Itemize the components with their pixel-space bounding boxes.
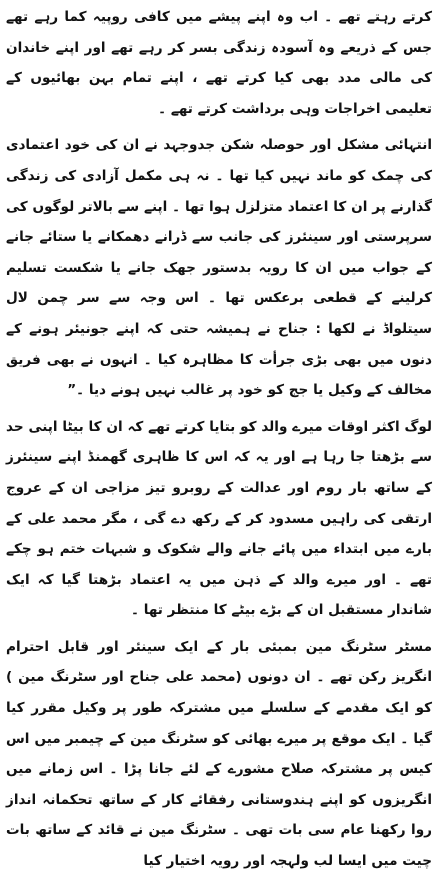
paragraph-3: لوگ اکثر اوقات میرے والد کو بتایا کرتے تھے کہ ان کا بیٹا اپنی حد سے بڑھتا جا رہا ہے اور یہ کہ اس کا ظاہری گھمنڈ اپنے سینئرز کے ساتھ بار روم اور عدالت کے روبرو تیز مزاجی ان کے عروج ارتقی کی راہیں مسدود کر کے رکھ دے گی ، مگر محمد علی کے بارے میں ابتداء میں پائے جانے والے شکوک و شبہات ختم ہو چکے تھے ۔ اور میرے والد کے ذہن میں یہ اعتماد بڑھتا گیا کہ ایک شاندار مستقبل ان کے بڑے بیٹے کا منتظر تھا ۔ bbox=[6, 418, 432, 619]
paragraph-4: مسٹر سٹرنگ مین بمبئی بار کے ایک سینئر اور قابل احترام انگریز رکن تھے ۔ ان دونوں (محمد علی جناح اور سٹرنگ مین ) کو ایک مقدمے کے سلسلے میں مشترکہ طور پر وکیل مقرر کیا گیا ۔ ایک موقع پر میرے بھائی کو سٹرنگ مین کے چیمبر میں اس کیس پر مشترکہ صلاح مشورے کے لئے جانا پڑا ۔ اس زمانے میں انگریزوں کو اپنے ہندوستانی رفقائے کار کے ساتھ تحکمانہ انداز روا رکھنا عام سی بات تھی ۔ سٹرنگ مین نے قائد کے ساتھ بات چیت میں ایسا لب ولہجہ اور رویہ اختیار کیا bbox=[6, 638, 432, 870]
paragraph-1: کرتے رہتے تھے ۔ اب وہ اپنے پیشے میں کافی روپیہ کما رہے تھے جس کے ذریعے وہ آسودہ زندگی بسر کر رہے تھے اور اپنے خاندان کی مالی مدد بھی کیا کرتے تھے ، اپنے تمام بہن بھائیوں کے تعلیمی اخراجات وہی برداشت کرتے تھے ۔ bbox=[6, 9, 432, 117]
paragraph-2: انتہائی مشکل اور حوصلہ شکن جدوجہد نے ان کی خود اعتمادی کی چمک کو ماند نہیں کیا تھا ۔ نہ ہی مکمل آزادی کی زندگی گذارنے پر ان کا اعتماد متزلزل ہوا تھا ۔ اپنے سے بالاتر لوگوں کی سرپرستی اور سینئرز کی جانب سے ڈرانے دھمکانے یا ستائے جانے کے جواب میں ان کا رویہ بدستور جھک جانے یا شکست تسلیم کرلینے کے قطعی برعکس تھا ۔ اس وجہ سے سر چمن لال سیتلواڈ نے لکھا : جناح نے ہمیشہ حتی کہ اپنے جونیئر ہونے کے دنوں میں بھی بڑی جرأت کا مظاہرہ کیا ۔ انہوں نے بھی فریق مخالف کے وکیل یا جج کو خود پر غالب نہیں ہونے دیا ۔” bbox=[6, 137, 432, 399]
